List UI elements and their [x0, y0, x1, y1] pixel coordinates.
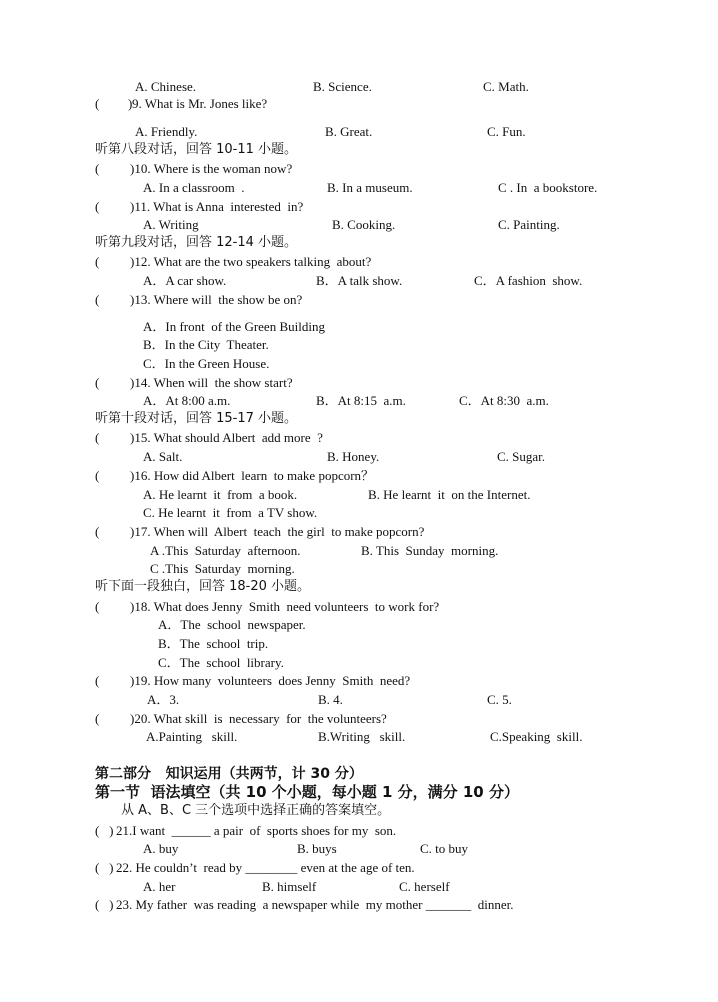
q12-paren: ( — [95, 254, 100, 269]
section-9-heading: 听第九段对话，回答 12-14 小题。 — [95, 235, 298, 250]
q21-option-a: A. buy — [143, 841, 179, 856]
q13-question: )13. Where will the show be on? — [130, 292, 303, 307]
q17-option-b: B. This Sunday morning. — [361, 543, 499, 558]
q16-option-b: B. He learnt it on the Internet. — [368, 487, 531, 502]
q13-paren: ( — [95, 292, 100, 307]
q12-option-b: B．A talk show. — [316, 273, 403, 288]
q14-option-b: B．At 8:15 a.m. — [316, 393, 406, 408]
q19-option-c: C. 5. — [487, 692, 512, 707]
q16-option-a: A. He learnt it from a book. — [143, 487, 298, 502]
q23-paren: ( ) — [95, 897, 114, 912]
q15-option-c: C. Sugar. — [497, 449, 546, 464]
q18-paren: ( — [95, 599, 100, 614]
q20-option-a: A.Painting skill. — [146, 729, 238, 744]
section-11-heading: 听下面一段独白，回答 18-20 小题。 — [95, 579, 311, 594]
q21-paren: ( ) — [95, 823, 114, 838]
q20-option-b: B.Writing skill. — [318, 729, 406, 744]
q19-option-a: A．3. — [147, 692, 180, 707]
q15-paren: ( — [95, 430, 100, 445]
q18-option-a: A．The school newspaper. — [158, 617, 306, 632]
q11-question: )11. What is Anna interested in? — [130, 199, 304, 214]
q10-question: )10. Where is the woman now? — [130, 161, 293, 176]
q9-paren-close: ) — [128, 96, 133, 111]
q9-paren: ( — [95, 96, 100, 111]
q23-question: 23. My father was reading a newspaper while my mother _______ dinner. — [116, 897, 514, 912]
q9-option-a: A. Friendly. — [135, 124, 198, 139]
section-1-heading: 第一节 语法填空（共 10 个小题，每小题 1 分，满分 10 分） — [95, 783, 519, 801]
q22-option-a: A. her — [143, 879, 176, 894]
q22-option-c: C. herself — [399, 879, 450, 894]
instructions: 从 A、B、C 三个选项中选择正确的答案填空。 — [121, 803, 391, 818]
section-10-heading: 听第十段对话，回答 15-17 小题。 — [95, 411, 298, 426]
q10-paren: ( — [95, 161, 100, 176]
q10-option-b: B. In a museum. — [327, 180, 413, 195]
q15-question: )15. What should Albert add more ? — [130, 430, 323, 445]
q18-question: )18. What does Jenny Smith need volunteers to work for? — [130, 599, 440, 614]
q20-option-c: C.Speaking skill. — [490, 729, 583, 744]
q19-option-b: B. 4. — [318, 692, 343, 707]
q20-question: )20. What skill is necessary for the volunteers? — [130, 711, 387, 726]
section-8-heading: 听第八段对话，回答 10-11 小题。 — [95, 142, 298, 157]
q8-option-c: C. Math. — [483, 79, 529, 94]
q21-question: 21.I want ______ a pair of sports shoes for my son. — [116, 823, 397, 838]
q11-option-b: B. Cooking. — [332, 217, 396, 232]
q12-option-a: A．A car show. — [143, 273, 227, 288]
q19-paren: ( — [95, 673, 100, 688]
q9-option-b: B. Great. — [325, 124, 373, 139]
q14-option-c: C．At 8:30 a.m. — [459, 393, 549, 408]
q11-paren: ( — [95, 199, 100, 214]
q15-option-a: A. Salt. — [143, 449, 183, 464]
q9-question: 9. What is Mr. Jones like? — [132, 96, 268, 111]
q17-option-a: A .This Saturday afternoon. — [150, 543, 301, 558]
q13-option-b: B．In the City Theater. — [143, 337, 269, 352]
q14-paren: ( — [95, 375, 100, 390]
q8-option-b: B. Science. — [313, 79, 372, 94]
q21-option-c: C. to buy — [420, 841, 469, 856]
q11-option-a: A. Writing — [143, 217, 199, 232]
q21-option-b: B. buys — [297, 841, 337, 856]
q22-question: 22. He couldn’t read by ________ even at the age of ten. — [116, 860, 415, 875]
q18-option-c: C．The school library. — [158, 655, 284, 670]
q11-option-c: C. Painting. — [498, 217, 560, 232]
q12-option-c: C．A fashion show. — [474, 273, 583, 288]
q16-option-c: C. He learnt it from a TV show. — [143, 505, 318, 520]
q17-paren: ( — [95, 524, 100, 539]
q20-paren: ( — [95, 711, 100, 726]
q10-option-a: A. In a classroom . — [143, 180, 245, 195]
q9-option-c: C. Fun. — [487, 124, 526, 139]
q8-option-a: A. Chinese. — [135, 79, 197, 94]
q10-option-c: C . In a bookstore. — [498, 180, 598, 195]
part-2-heading: 第二部分 知识运用（共两节，计 30 分） — [95, 766, 363, 782]
q14-option-a: A．At 8:00 a.m. — [143, 393, 231, 408]
q16-paren: ( — [95, 468, 100, 483]
q17-option-c: C .This Saturday morning. — [150, 561, 295, 576]
q13-option-c: C．In the Green House. — [143, 356, 270, 371]
q13-option-a: A．In front of the Green Building — [143, 319, 325, 334]
q18-option-b: B．The school trip. — [158, 636, 269, 651]
q15-option-b: B. Honey. — [327, 449, 380, 464]
q12-question: )12. What are the two speakers talking about? — [130, 254, 372, 269]
q22-option-b: B. himself — [262, 879, 317, 894]
q17-question: )17. When will Albert teach the girl to make popcorn? — [130, 524, 425, 539]
q14-question: )14. When will the show start? — [130, 375, 293, 390]
q22-paren: ( ) — [95, 860, 114, 875]
q16-question: )16. How did Albert learn to make popcorn？ — [130, 468, 375, 483]
q19-question: )19. How many volunteers does Jenny Smith need? — [130, 673, 411, 688]
